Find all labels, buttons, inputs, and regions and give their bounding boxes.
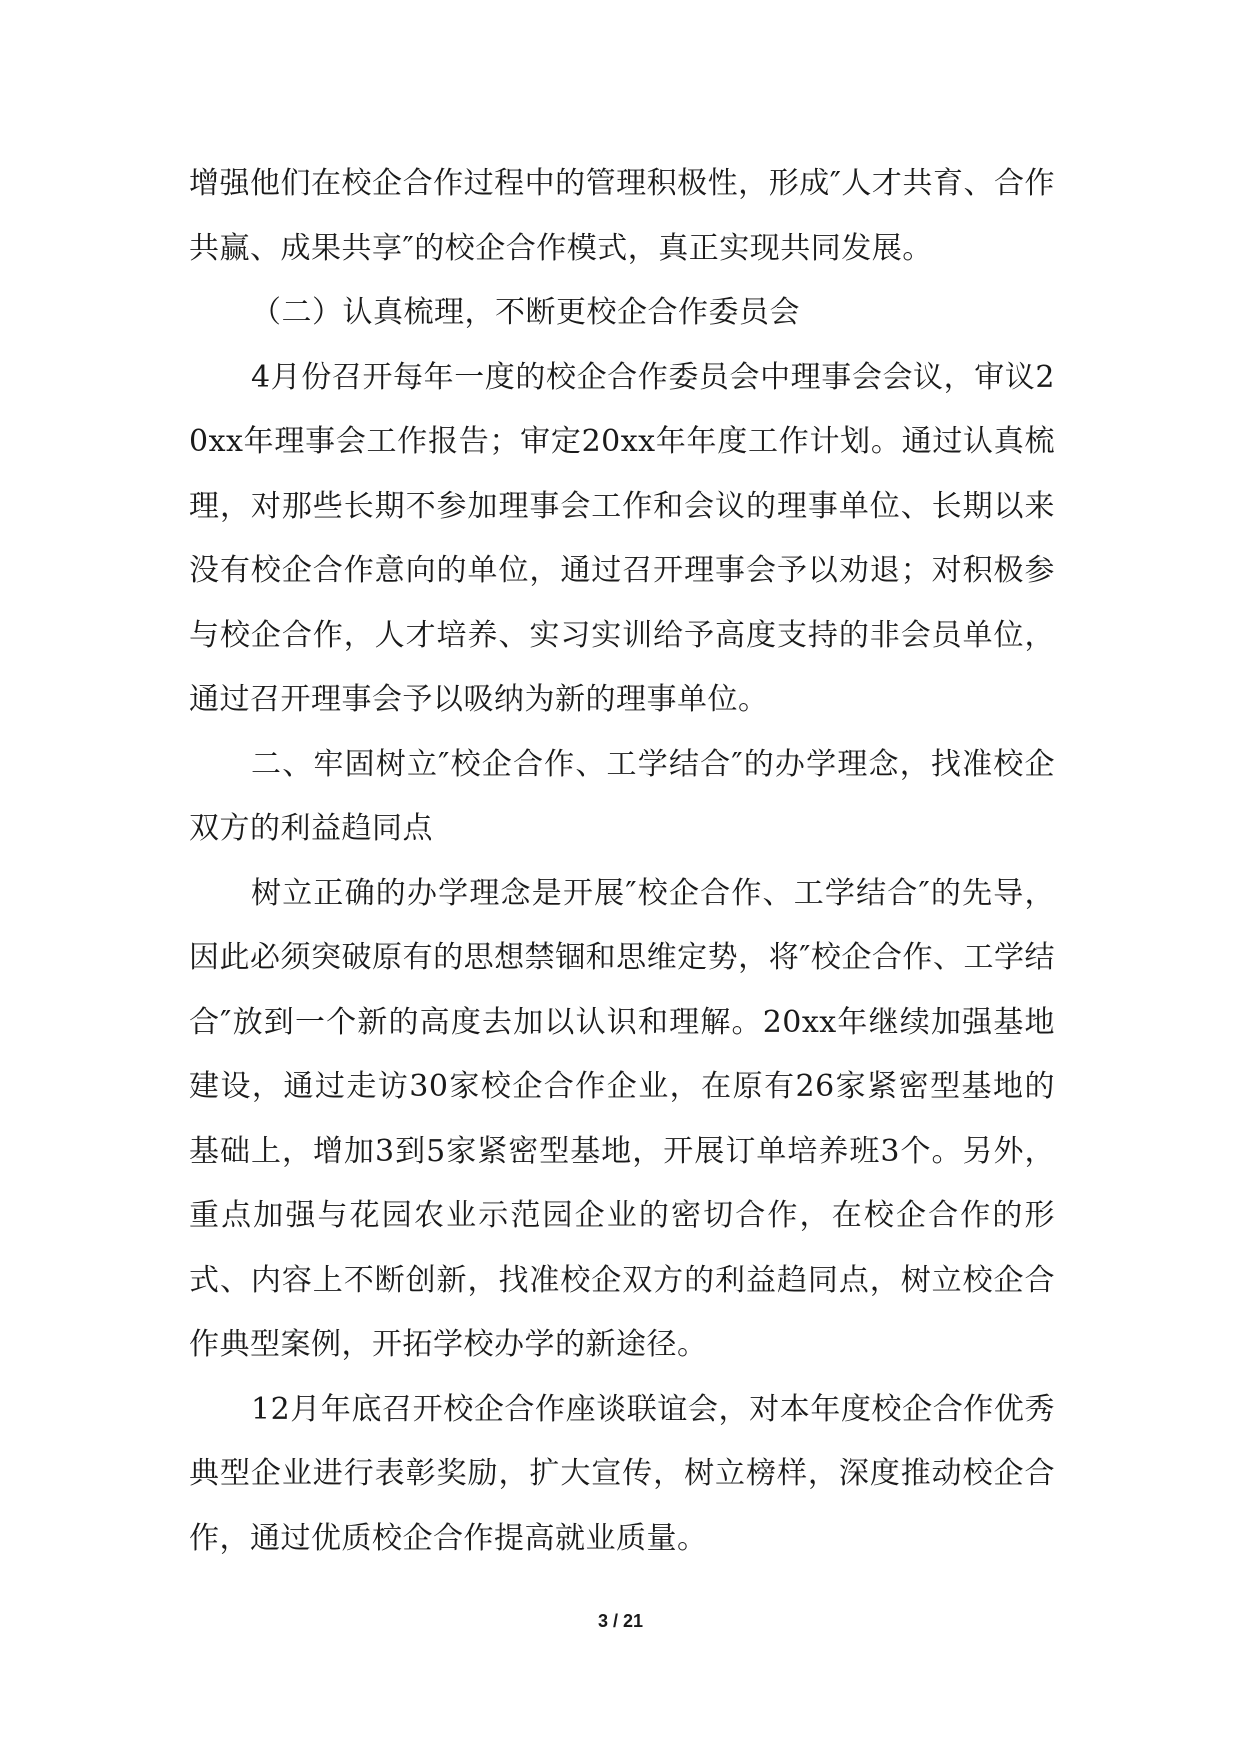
paragraph-continuation: 增强他们在校企合作过程中的管理积极性，形成″人才共育、合作共赢、成果共享″的校企合作模式，真正实现共同发展。 [189, 166, 1055, 266]
paragraph-committee-meeting: 4月份召开每年一度的校企合作委员会中理事会会议，审议20xx年理事会工作报告；审定20xx年年度工作计划。通过认真梳理，对那些长期不参加理事会工作和会议的理事单位、长期以来没有校企合作意向的单位，通过召开理事会予以劝退；对积极参与校企合作，人才培养、实习实训给予高度支持的非会员单位，通过召开理事会予以吸纳为新的理事单位。 [189, 359, 1055, 717]
section-heading-ii: 二、牢固树立″校企合作、工学结合″的办学理念，找准校企双方的利益趋同点 [189, 746, 1055, 846]
section-heading-2: （二）认真梳理，不断更校企合作委员会 [251, 295, 800, 330]
paragraph-year-end-meeting: 12月年底召开校企合作座谈联谊会，对本年度校企合作优秀典型企业进行表彰奖励，扩大宣传，树立榜样，深度推动校企合作，通过优质校企合作提高就业质量。 [189, 1391, 1055, 1556]
page-number: 3 / 21 [597, 1611, 644, 1631]
document-body [189, 152, 1055, 1571]
paragraph-philosophy: 树立正确的办学理念是开展″校企合作、工学结合″的先导，因此必须突破原有的思想禁锢和思维定势，将″校企合作、工学结合″放到一个新的高度去加以认识和理解。20xx年继续加强基地建设，通过走访30家校企合作企业，在原有26家紧密型基地的基础上，增加3到5家紧密型基地，开展订单培养班3个。另外，重点加强与花园农业示范园企业的密切合作，在校企合作的形式、内容上不断创新，找准校企双方的利益趋同点，树立校企合作典型案例，开拓学校办学的新途径。 [189, 875, 1055, 1362]
